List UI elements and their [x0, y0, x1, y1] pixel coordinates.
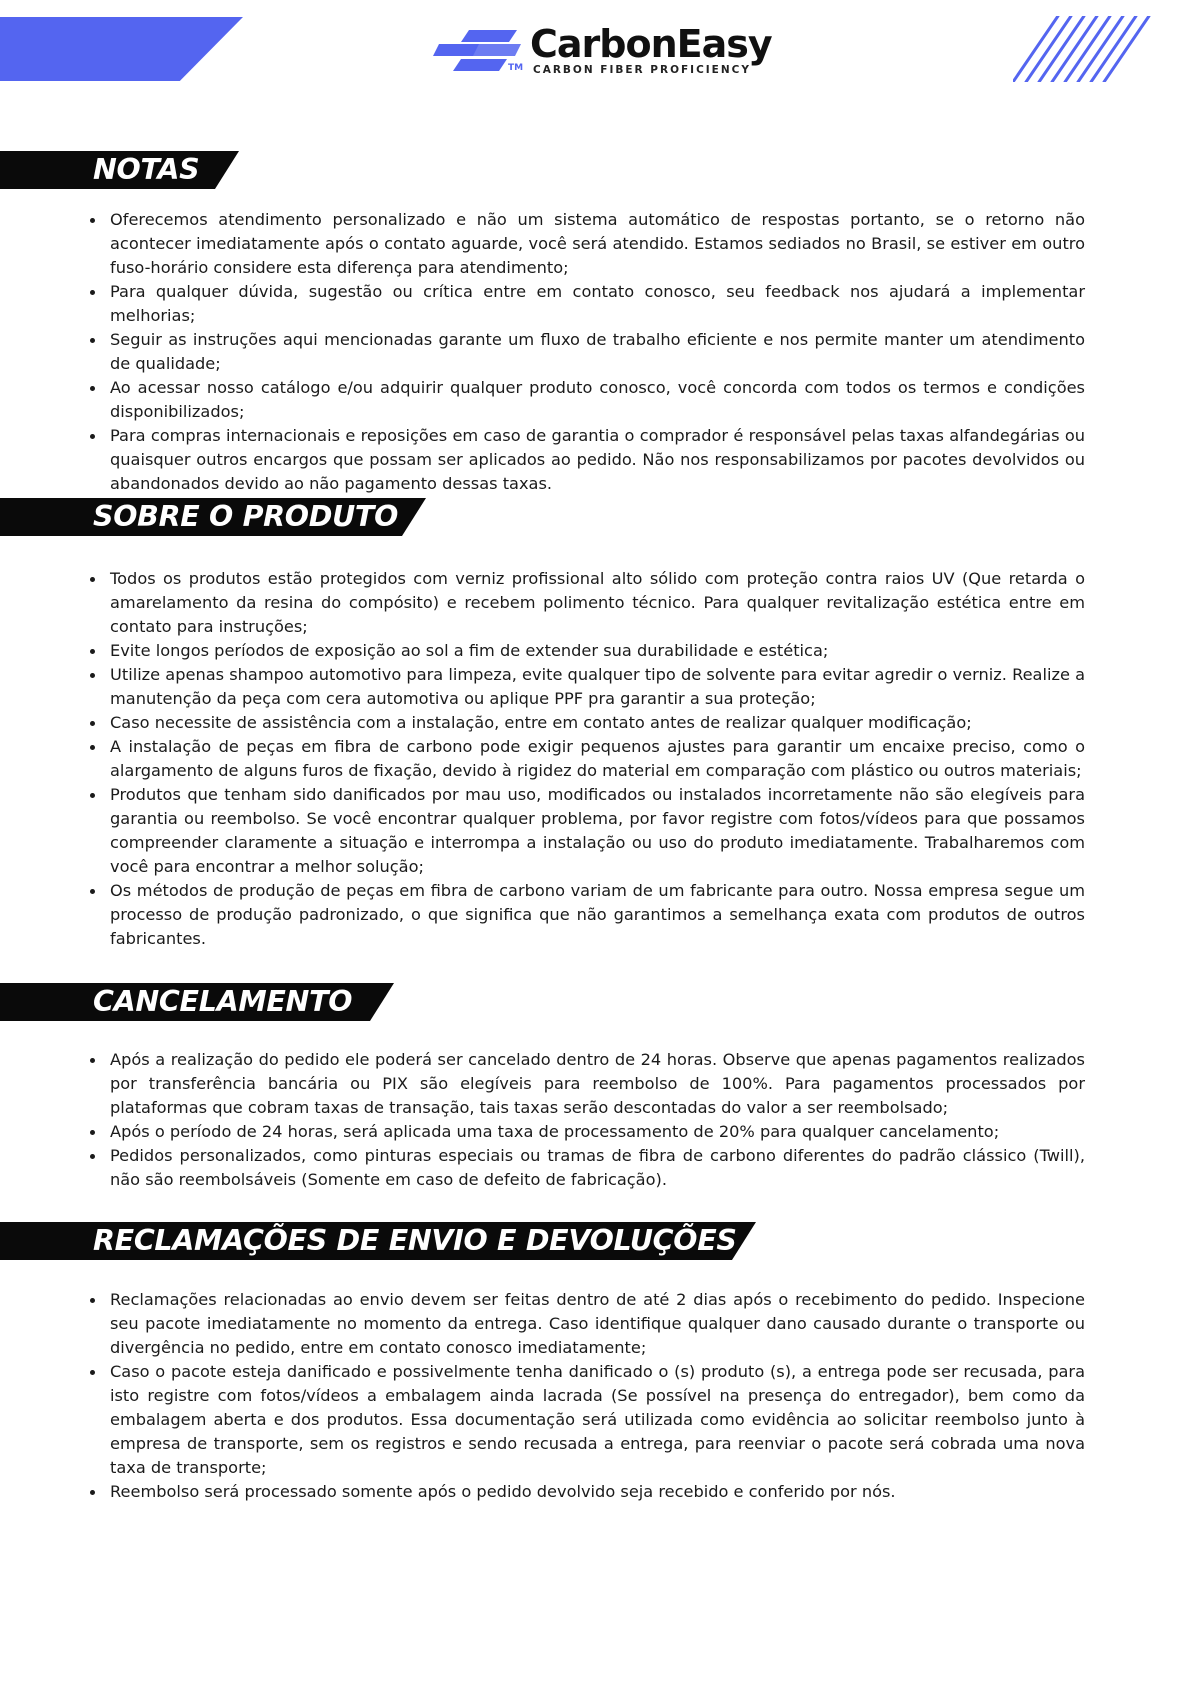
list-item: Utilize apenas shampoo automotivo para limpeza, evite qualquer tipo de solvente para evitar agredir o verniz. Realize a manutenção da peça com cera automotiva ou aplique PPF pra garantir a sua proteção; [83, 663, 1085, 711]
list-item: Evite longos períodos de exposição ao sol a fim de extender sua durabilidade e estética; [83, 639, 1085, 663]
list-item: Após o período de 24 horas, será aplicada uma taxa de processamento de 20% para qualquer cancelamento; [83, 1120, 1085, 1144]
list-item: Caso o pacote esteja danificado e possivelmente tenha danificado o (s) produto (s), a entrega pode ser recusada, para isto registre com fotos/vídeos a embalagem ainda lacrada (Se possível na presença do entregador), bem como da embalagem aberta e dos produtos. Essa documentação será utilizada como evidência ao solicitar reembolso junto à empresa de transporte, sem os registros e sendo recusada a entrega, para reenviar o pacote será cobrada uma nova taxa de transporte; [83, 1360, 1085, 1480]
section-title: SOBRE O PRODUTO [93, 500, 398, 533]
section-list [83, 208, 1085, 496]
list-item: Para qualquer dúvida, sugestão ou crítica entre em contato conosco, seu feedback nos ajudará a implementar melhorias; [83, 280, 1085, 328]
list-item: Reembolso será processado somente após o pedido devolvido seja recebido e conferido por nós. [83, 1480, 1085, 1504]
list-item: Produtos que tenham sido danificados por mau uso, modificados ou instalados incorretamente não são elegíveis para garantia ou reembolso. Se você encontrar qualquer problema, por favor registre com fotos/vídeos para que possamos compreender claramente a situação e interrompa a instalação ou uso do produto imediatamente. Trabalharemos com você para encontrar a melhor solução; [83, 783, 1085, 879]
brand-tagline: CARBON FIBER PROFICIENCY [533, 64, 751, 76]
list-item: Os métodos de produção de peças em fibra de carbono variam de um fabricante para outro. Nossa empresa segue um processo de produção padronizado, o que significa que não garantimos a semelhança exata com produtos de outros fabricantes. [83, 879, 1085, 951]
section-title: CANCELAMENTO [93, 985, 353, 1018]
top-left-accent-shape [0, 17, 243, 81]
list-item: Caso necessite de assistência com a instalação, entre em contato antes de realizar qualquer modificação; [83, 711, 1085, 735]
list-item: Ao acessar nosso catálogo e/ou adquirir qualquer produto conosco, você concorda com todos os termos e condições disponibilizados; [83, 376, 1085, 424]
list-item: Reclamações relacionadas ao envio devem ser feitas dentro de até 2 dias após o recebimento do pedido. Inspecione seu pacote imediatamente no momento da entrega. Caso identifique qualquer dano causado durante o transporte ou divergência no pedido, entre em contato conosco imediatamente; [83, 1288, 1085, 1360]
brand-name: CarbonEasy [530, 22, 772, 66]
list-item: A instalação de peças em fibra de carbono pode exigir pequenos ajustes para garantir um encaixe preciso, como o alargamento de alguns furos de fixação, devido à rigidez do material em comparação com plástico ou outros materiais; [83, 735, 1085, 783]
trademark-label: TM [508, 63, 524, 73]
diagonal-stripes-decoration [1013, 16, 1153, 82]
section-title: RECLAMAÇÕES DE ENVIO E DEVOLUÇÕES [93, 1224, 737, 1257]
section-list [83, 1048, 1085, 1192]
section-list [83, 1288, 1085, 1504]
section-title: NOTAS [93, 153, 200, 186]
list-item: Seguir as instruções aqui mencionadas garante um fluxo de trabalho eficiente e nos permite manter um atendimento de qualidade; [83, 328, 1085, 376]
list-item: Pedidos personalizados, como pinturas especiais ou tramas de fibra de carbono diferentes do padrão clássico (Twill), não são reembolsáveis (Somente em caso de defeito de fabricação). [83, 1144, 1085, 1192]
section-list [83, 567, 1085, 951]
list-item: Para compras internacionais e reposições em caso de garantia o comprador é responsável pelas taxas alfandegárias ou quaisquer outros encargos que possam ser aplicados ao pedido. Não nos responsabilizamos por pacotes devolvidos ou abandonados devido ao não pagamento dessas taxas. [83, 424, 1085, 496]
list-item: Oferecemos atendimento personalizado e não um sistema automático de respostas portanto, se o retorno não acontecer imediatamente após o contato aguarde, você será atendido. Estamos sediados no Brasil, se estiver em outro fuso-horário considere esta diferença para atendimento; [83, 208, 1085, 280]
list-item: Todos os produtos estão protegidos com verniz profissional alto sólido com proteção contra raios UV (Que retarda o amarelamento da resina do compósito) e recebem polimento técnico. Para qualquer revitalização estética entre em contato para instruções; [83, 567, 1085, 639]
list-item: Após a realização do pedido ele poderá ser cancelado dentro de 24 horas. Observe que apenas pagamentos realizados por transferência bancária ou PIX são elegíveis para reembolso de 100%. Para pagamentos processados por plataformas que cobram taxas de transação, tais taxas serão descontadas do valor a ser reembolsado; [83, 1048, 1085, 1120]
brand-logo [433, 22, 772, 80]
